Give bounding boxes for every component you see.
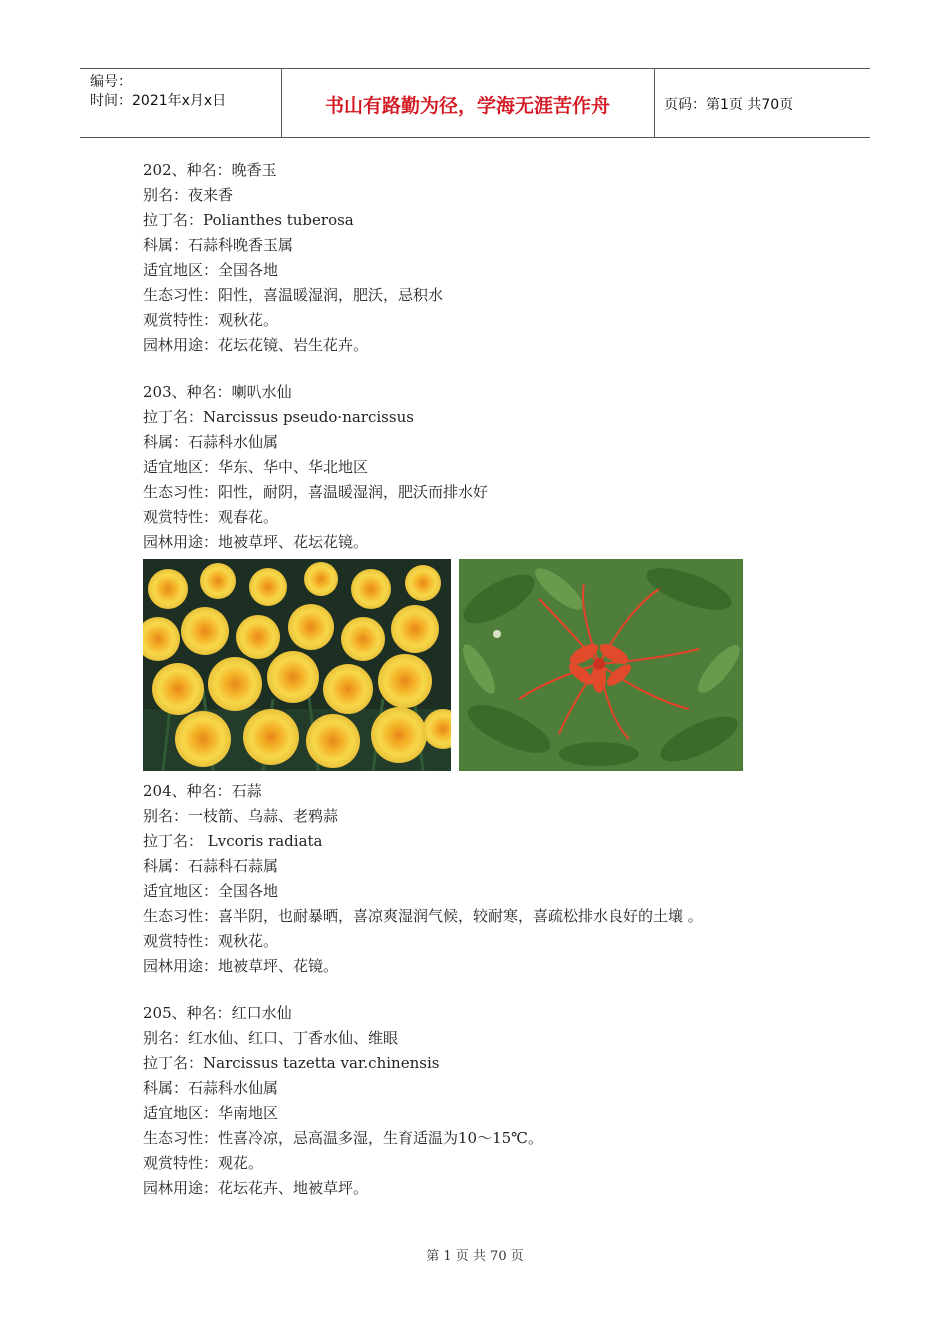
entry-line: 适宜地区：华南地区 bbox=[143, 1104, 279, 1122]
entry-line: 园林用途：地被草坪、花坛花镜。 bbox=[143, 533, 369, 551]
entry-line: 观赏特性：观秋花。 bbox=[143, 311, 279, 329]
entry-line: 202、种名：晚香玉 bbox=[143, 161, 277, 179]
entry-line: 拉丁名： Lvcoris radiata bbox=[143, 832, 323, 850]
entry-line: 拉丁名：Narcissus pseudo·narcissus bbox=[143, 408, 414, 426]
entry-line: 观赏特性：观花。 bbox=[143, 1154, 264, 1172]
entry-line: 园林用途：地被草坪、花镜。 bbox=[143, 957, 339, 975]
entry-line: 拉丁名：Narcissus tazetta var.chinensis bbox=[143, 1054, 440, 1072]
plant-entry-202 bbox=[143, 158, 903, 358]
entry-line: 适宜地区：华东、华中、华北地区 bbox=[143, 458, 369, 476]
entry-line: 科属：石蒜科晚香玉属 bbox=[143, 236, 294, 254]
header-motto: 书山有路勤为径，学海无涯苦作舟 bbox=[324, 95, 610, 117]
entry-line: 生态习性：阳性，耐阴，喜温暖湿润，肥沃而排水好 bbox=[143, 483, 489, 501]
entry-line: 观赏特性：观秋花。 bbox=[143, 932, 279, 950]
header-divider bbox=[654, 69, 655, 137]
plant-entry-203 bbox=[143, 380, 903, 555]
entry-line: 生态习性：喜半阴，也耐暴晒，喜凉爽湿润气候，较耐寒，喜疏松排水良好的土壤 。 bbox=[143, 907, 703, 925]
entry-line: 205、种名：红口水仙 bbox=[143, 1004, 292, 1022]
entry-line: 观赏特性：观春花。 bbox=[143, 508, 279, 526]
entry-line: 科属：石蒜科石蒜属 bbox=[143, 857, 279, 875]
entry-line: 园林用途：花坛花镜、岩生花卉。 bbox=[143, 336, 369, 354]
entry-line: 适宜地区：全国各地 bbox=[143, 882, 279, 900]
entry-line: 别名：夜来香 bbox=[143, 186, 234, 204]
entry-line: 生态习性：性喜冷凉，忌高温多湿，生育适温为10～15℃。 bbox=[143, 1129, 543, 1147]
entry-line: 生态习性：阳性，喜温暖湿润，肥沃，忌积水 bbox=[143, 286, 444, 304]
plant-entry-204 bbox=[143, 779, 903, 979]
plant-entry-205 bbox=[143, 1001, 903, 1201]
entry-line: 科属：石蒜科水仙属 bbox=[143, 433, 279, 451]
entry-line: 适宜地区：全国各地 bbox=[143, 261, 279, 279]
header-meta bbox=[90, 73, 226, 111]
entry-line: 204、种名：石蒜 bbox=[143, 782, 262, 800]
entry-line: 科属：石蒜科水仙属 bbox=[143, 1079, 279, 1097]
page-footer: 第 1 页 共 70 页 bbox=[426, 1249, 524, 1264]
spider-lily-photo bbox=[459, 559, 743, 771]
header-page-info: 页码：第1页 共70页 bbox=[664, 97, 794, 113]
entry-line: 别名：一枝箭、乌蒜、老鸦蒜 bbox=[143, 807, 339, 825]
entry-line: 拉丁名：Polianthes tuberosa bbox=[143, 211, 354, 229]
header-number-label: 编号： bbox=[90, 74, 132, 90]
photo-row bbox=[143, 559, 903, 771]
header-time-label: 时间：2021年x月x日 bbox=[90, 93, 227, 109]
document-body bbox=[143, 158, 903, 1223]
entry-line: 203、种名：喇叭水仙 bbox=[143, 383, 292, 401]
entry-line: 园林用途：花坛花卉、地被草坪。 bbox=[143, 1179, 369, 1197]
entry-line: 别名：红水仙、红口、丁香水仙、维眼 bbox=[143, 1029, 399, 1047]
page-header bbox=[80, 68, 870, 138]
daffodil-photo bbox=[143, 559, 451, 771]
